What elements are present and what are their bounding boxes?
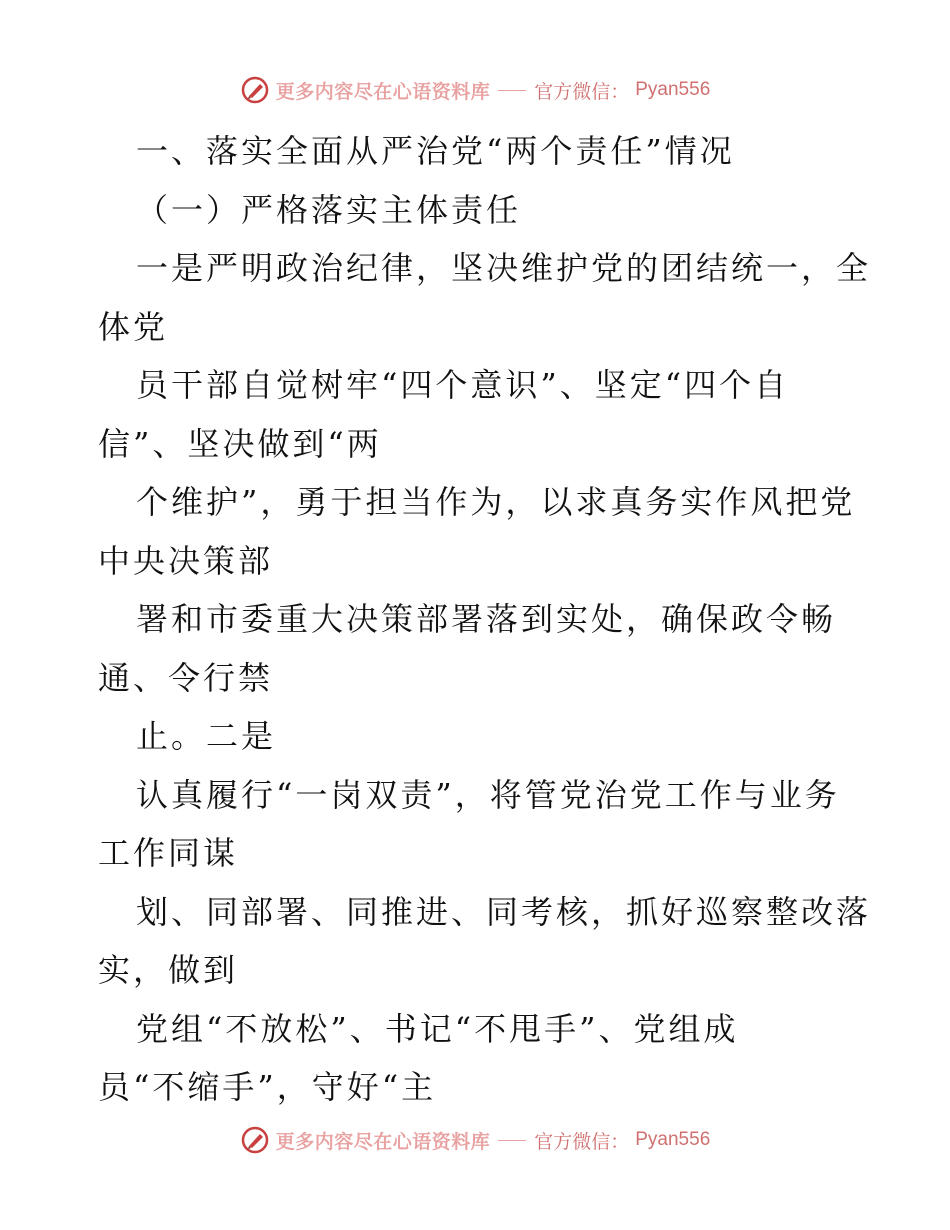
body-line: 一、落实全面从严治党“两个责任”情况 <box>136 132 735 170</box>
watermark-dash <box>498 1140 526 1141</box>
body-line: 员干部自觉树牢“四个意识”、坚定“四个自 <box>136 366 790 404</box>
watermark-wechat-id: Pyan556 <box>635 1129 711 1150</box>
document-body <box>98 122 872 1117</box>
body-line: 止。二是 <box>136 717 277 755</box>
body-line: 署和市委重大决策部署落到实处，确保政令畅 <box>136 600 837 638</box>
watermark-brand-text: 更多内容尽在心语资料库 <box>275 80 491 103</box>
watermark-brand-text: 更多内容尽在心语资料库 <box>275 1130 491 1153</box>
header-watermark <box>0 70 950 110</box>
footer-watermark <box>0 1120 950 1160</box>
body-line: 党组“不放松”、书记“不甩手”、党组成 <box>136 1009 739 1048</box>
watermark-official-label: 官方微信： <box>534 1130 630 1153</box>
body-line: 划、同部署、同推进、同考核，抓好巡察整改落 <box>136 892 872 931</box>
watermark-wechat-id: Pyan556 <box>635 79 711 100</box>
body-line: 个维护”，勇于担当作为，以求真务实作风把党 <box>136 483 856 521</box>
body-line: 信”、坚决做到“两 <box>98 424 382 463</box>
body-line: 工作同谋 <box>98 834 239 872</box>
pen-logo-icon <box>240 75 270 105</box>
watermark-official-label: 官方微信： <box>534 80 630 103</box>
watermark-dash <box>498 90 526 91</box>
pen-logo-icon <box>240 1125 270 1155</box>
body-line: 一是严明政治纪律，坚决维护党的团结统一，全 <box>136 249 872 287</box>
body-line: （一）严格落实主体责任 <box>136 190 522 229</box>
body-line: 员“不缩手”，守好“主 <box>98 1068 437 1106</box>
body-line: 体党 <box>98 307 169 346</box>
body-line: 通、令行禁 <box>98 658 274 697</box>
body-line: 实，做到 <box>98 951 239 989</box>
body-line: 中央决策部 <box>98 541 274 580</box>
body-line: 认真履行“一岗双责”，将管党治党工作与业务 <box>136 775 840 814</box>
